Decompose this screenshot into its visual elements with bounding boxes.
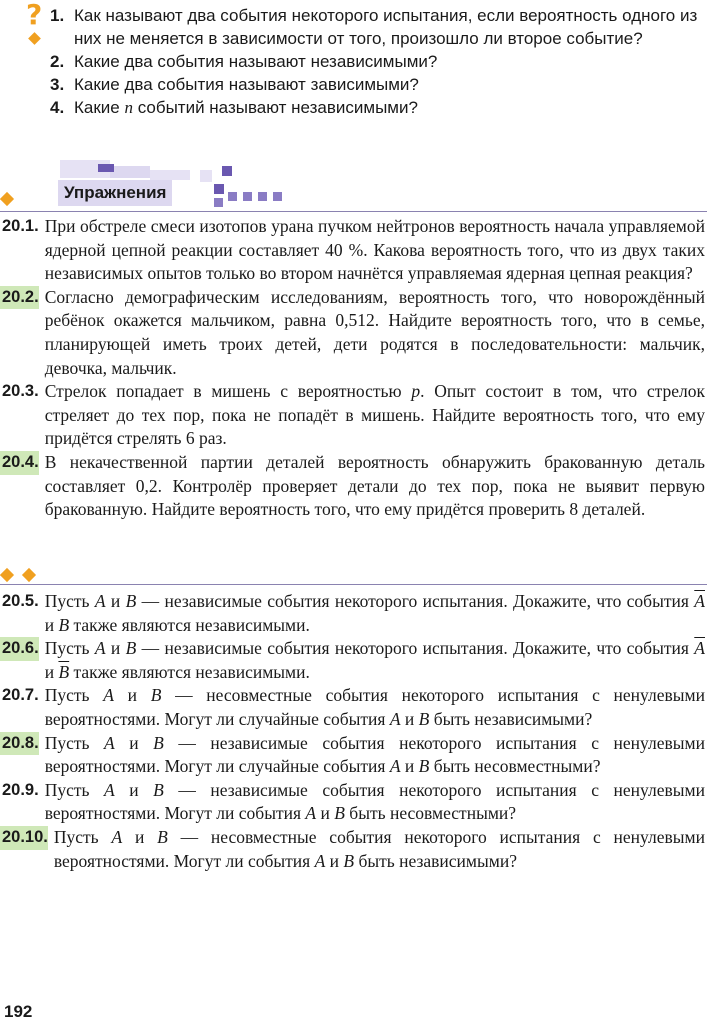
exercise-text: Согласно демографическим исследованиям, вероятность того, что новорождённый ребёнок окажется мальчиком, равна 0,512. Найдите вероятность того, что в семье, планирующей иметь троих детей, дети родятся в последовательности: мальчик, девочка, мальчик. bbox=[44, 286, 705, 378]
question-text: Какие два события называют независимыми? bbox=[74, 52, 438, 71]
exercise-text: Пусть A и B — несовместные события некоторого испытания с ненулевыми вероятностями. Могут ли события A и B быть независимыми? bbox=[53, 826, 705, 871]
section-title: Упражнения bbox=[58, 180, 172, 206]
banner-block bbox=[150, 170, 190, 180]
banner-block bbox=[110, 166, 150, 178]
exercise-item bbox=[0, 779, 707, 826]
diamond-marker-icon bbox=[22, 568, 36, 582]
exercise-item bbox=[0, 215, 707, 286]
banner-block bbox=[273, 192, 282, 201]
exercise-number: 20.2. bbox=[0, 286, 39, 310]
exercise-number: 20.8. bbox=[0, 732, 39, 756]
exercise-item bbox=[0, 590, 707, 637]
exercise-number: 20.6. bbox=[0, 637, 39, 661]
diamond-marker-icon bbox=[0, 568, 14, 582]
exercise-item bbox=[0, 380, 707, 451]
question-item bbox=[50, 50, 700, 73]
exercise-number: 20.5. bbox=[2, 592, 39, 610]
review-questions bbox=[50, 4, 700, 119]
exercise-item bbox=[0, 732, 707, 779]
question-text: Как называют два события некоторого испытания, если вероятность одного из них не меняется в зависимости от того, произошло ли второе событие? bbox=[74, 6, 698, 48]
question-number: 4. bbox=[50, 98, 65, 117]
banner-block bbox=[200, 170, 212, 182]
question-number: 3. bbox=[50, 75, 65, 94]
banner-block bbox=[98, 164, 114, 172]
exercise-item bbox=[0, 826, 707, 873]
exercise-item bbox=[0, 451, 707, 522]
exercise-item bbox=[0, 286, 707, 380]
exercise-text: При обстреле смеси изотопов урана пучком нейтронов вероятность начала управляемой ядерной цепной реакции составляет 40 %. Какова вероятность того, что из двух таких независимых опытов только во втором начнётся управляемая ядерная цепная реакция? bbox=[44, 216, 705, 284]
exercise-text: Пусть A и B — независимые события некоторого испытания с ненулевыми вероятностями. Могут ли случайные события A и B быть несовместными? bbox=[44, 732, 705, 777]
exercise-item bbox=[0, 637, 707, 684]
exercise-text: В некачественной партии деталей вероятность обнаружить бракованную деталь составляет 0,2. Контролёр проверяет детали до тех пор, пока не выявит первую бракованную. Найдите вероятность того, что ему придётся проверить 8 деталей. bbox=[44, 451, 705, 520]
banner-block bbox=[243, 192, 252, 201]
question-item bbox=[50, 73, 700, 96]
exercise-text: Пусть A и B — независимые события некоторого испытания с ненулевыми вероятностями. Могут ли события A и B быть несовместными? bbox=[44, 779, 705, 824]
exercise-number: 20.3. bbox=[2, 382, 39, 401]
question-text: Какие два события называют зависимыми? bbox=[74, 75, 419, 94]
question-number: 1. bbox=[50, 6, 65, 25]
question-item bbox=[50, 96, 700, 119]
exercise-text: Пусть A и B — независимые события некоторого испытания. Докажите, что события $\overline{A}$ и $\overline{B}$ также являются независимыми. bbox=[44, 638, 705, 682]
banner-block bbox=[214, 198, 223, 207]
exercise-item bbox=[0, 684, 707, 731]
banner-block bbox=[258, 192, 267, 201]
exercise-number: 20.7. bbox=[2, 686, 39, 705]
exercise-number: 20.9. bbox=[2, 780, 39, 799]
section-divider bbox=[0, 584, 707, 585]
banner-block bbox=[222, 166, 232, 176]
exercises-group-b bbox=[0, 590, 707, 873]
page-number: 192 bbox=[4, 1002, 33, 1021]
exercise-text: Стрелок попадает в мишень с вероятностью p. Опыт состоит в том, что стрелок стреляет до тех пор, пока не попадёт в мишень. Найдите вероятность того, что ему придётся стрелять 6 раз. bbox=[44, 381, 705, 449]
exercise-number: 20.4. bbox=[0, 451, 39, 475]
exercise-number: 20.10. bbox=[0, 826, 48, 850]
exercise-number: 20.1. bbox=[2, 217, 39, 235]
exercises-group-a bbox=[0, 215, 707, 522]
section-divider bbox=[0, 211, 707, 212]
question-mark-icon: ? bbox=[26, 0, 43, 31]
question-number: 2. bbox=[50, 52, 65, 71]
exercise-text: Пусть A и B — несовместные события некоторого испытания с ненулевыми вероятностями. Могут ли случайные события A и B быть независимыми? bbox=[44, 685, 705, 729]
question-item bbox=[50, 4, 700, 50]
question-dot-icon bbox=[28, 32, 41, 45]
banner-block bbox=[214, 184, 224, 194]
exercise-text: Пусть A и B — независимые события некоторого испытания. Докажите, что события $\overline{A}$ и B также являются независимыми. bbox=[44, 591, 705, 635]
banner-block bbox=[228, 192, 237, 201]
question-text: Какие n событий называют независимыми? bbox=[74, 98, 418, 117]
